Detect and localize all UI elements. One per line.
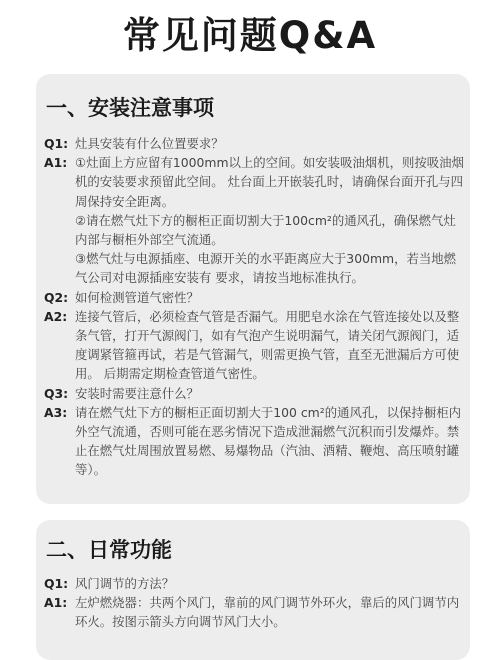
answer-text: ②请在燃气灶下方的橱柜正面切割大于100cm²的通风孔，确保燃气灶内部与橱柜外部空气流通。 bbox=[75, 212, 456, 248]
answer-item bbox=[44, 593, 464, 631]
qa-label: Q1: bbox=[44, 136, 69, 151]
answer-item bbox=[44, 403, 464, 480]
section-card-daily bbox=[36, 520, 470, 660]
qa-label: Q3: bbox=[44, 385, 69, 401]
question-text: 安装时需要注意什么？ bbox=[75, 385, 199, 401]
qa-list bbox=[44, 574, 464, 632]
question-text: 风门调节的方法？ bbox=[75, 576, 175, 591]
qa-list bbox=[44, 134, 464, 480]
answer-text: 左炉燃烧器：共两个风门，靠前的风门调节外环火，靠后的风门调节内环火。按图示箭头方向调节风门大小。 bbox=[75, 595, 460, 630]
answer-text: 请在燃气灶下方的橱柜正面切割大于100 cm²的通风孔，以保持橱柜内外空气流通，否则可能在恶劣情况下造成泄漏燃气沉积而引发爆炸。禁止在燃气灶周围放置易燃、易爆物品（汽油、酒精、鞭炮、高压喷射罐等）。 bbox=[75, 404, 461, 478]
question-item bbox=[44, 288, 464, 307]
qa-label: Q2: bbox=[44, 289, 69, 305]
question-item bbox=[44, 384, 464, 403]
answer-item bbox=[44, 307, 464, 384]
section-card-install bbox=[36, 74, 470, 504]
question-item bbox=[44, 134, 464, 153]
question-item bbox=[44, 574, 464, 593]
section-title: 一、安装注意事项 bbox=[46, 96, 214, 120]
qa-label: A1: bbox=[44, 155, 68, 171]
qa-label: Q1: bbox=[44, 576, 69, 591]
qa-label: A1: bbox=[44, 595, 68, 611]
qa-label: A2: bbox=[44, 308, 68, 324]
qa-label: A3: bbox=[44, 404, 68, 420]
section-title: 二、日常功能 bbox=[46, 538, 172, 562]
answer-text: ①灶面上方应留有1000mm以上的空间。如安装吸油烟机，则按吸油烟机的安装要求预留此空间。 灶台面上开嵌装孔时，请确保台面开孔与四周保持安全距离。 bbox=[75, 155, 464, 209]
question-text: 如何检测管道气密性？ bbox=[75, 289, 199, 305]
page-title: 常见问题Q&A bbox=[122, 14, 378, 57]
answer-text: ③燃气灶与电源插座、电源开关的水平距离应大于300mm，若当地燃气公司对电源插座安装有 要求，请按当地标准执行。 bbox=[75, 251, 457, 286]
question-text: 灶具安装有什么位置要求？ bbox=[75, 136, 224, 151]
answer-item bbox=[44, 153, 464, 287]
answer-text: 连接气管后，必须检查气管是否漏气。用肥皂水涂在气管连接处以及整条气管，打开气源阀门，如有气泡产生说明漏气，请关闭气源阀门，适度调紧管箍再试，若是气管漏气，则需更换气管，直至无泄漏后方可使用。 后期需定期检查管道气密性。 bbox=[75, 308, 460, 382]
